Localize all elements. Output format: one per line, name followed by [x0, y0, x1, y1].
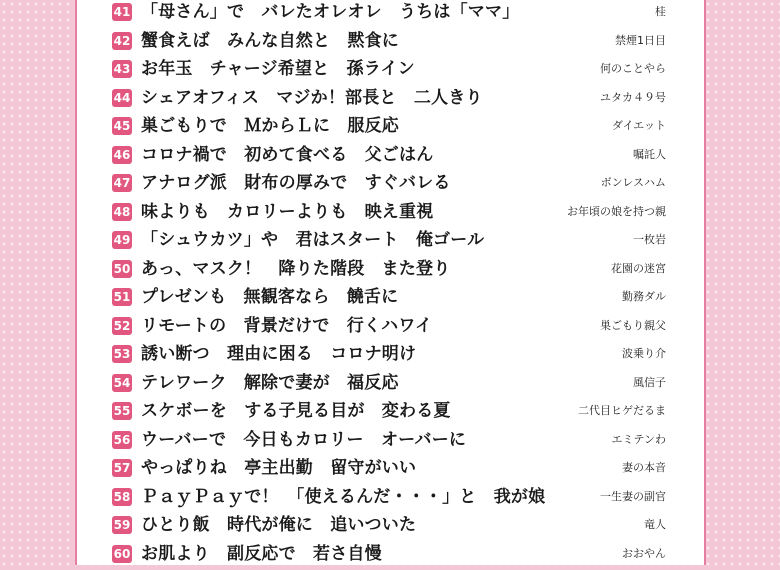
pen-name: 二代目ヒゲだるま	[578, 399, 666, 423]
entry-number-badge: 49	[112, 231, 132, 249]
entry-number-badge: 57	[112, 459, 132, 477]
pen-name: 勤務ダル	[622, 285, 666, 309]
list-item	[77, 342, 704, 371]
senryu-text: スケボーを する子見る目が 変わる夏	[141, 399, 451, 423]
senryu-list-panel	[75, 0, 706, 565]
senryu-text: コロナ禍で 初めて食べる 父ごはん	[141, 143, 433, 167]
list-item	[77, 0, 704, 29]
list-item	[77, 29, 704, 58]
senryu-text: 「シュウカツ」や 君はスタート 俺ゴール	[141, 228, 484, 252]
entry-number-badge: 55	[112, 402, 132, 420]
senryu-text: やっぱりね 亭主出勤 留守がいい	[141, 456, 416, 480]
entry-number-badge: 44	[112, 89, 132, 107]
senryu-text: シェアオフィス マジか！部長と 二人きり	[141, 86, 483, 110]
entry-number-badge: 43	[112, 60, 132, 78]
entry-number-badge: 51	[112, 288, 132, 306]
pen-name: 一生妻の副官	[600, 485, 666, 509]
pen-name: おおやん	[622, 542, 666, 566]
entry-number-badge: 54	[112, 374, 132, 392]
pen-name: 妻の本音	[622, 456, 666, 480]
entry-number-badge: 50	[112, 260, 132, 278]
pen-name: 竜人	[644, 513, 666, 537]
senryu-text: アナログ派 財布の厚みで すぐバレる	[141, 171, 451, 195]
senryu-text: あっ、マスク！ 降りた階段 また登り	[141, 257, 450, 281]
senryu-text: ＰａｙＰａｙで！ 「使えるんだ・・・」と 我が娘	[141, 485, 545, 509]
entry-number-badge: 41	[112, 3, 132, 21]
entry-number-badge: 53	[112, 345, 132, 363]
pen-name: 禁煙1日目	[615, 29, 666, 53]
senryu-text: 巣ごもりで ＭからＬに 服反応	[141, 114, 399, 138]
pen-name: ダイエット	[612, 114, 666, 138]
senryu-text: ウーバーで 今日もカロリー オーバーに	[141, 428, 466, 452]
entry-number-badge: 48	[112, 203, 132, 221]
pen-name: 嘱託人	[633, 143, 666, 167]
senryu-text: 誘い断つ 理由に困る コロナ明け	[141, 342, 416, 366]
list-item	[77, 57, 704, 86]
list-item	[77, 114, 704, 143]
list-item	[77, 513, 704, 542]
list-item	[77, 456, 704, 485]
pen-name: 巣ごもり親父	[600, 314, 666, 338]
pen-name: 何のことやら	[600, 57, 666, 81]
entry-number-badge: 42	[112, 32, 132, 50]
pen-name: 風信子	[633, 371, 666, 395]
pen-name: 波乗り介	[622, 342, 666, 366]
senryu-text: テレワーク 解除で妻が 福反応	[141, 371, 399, 395]
pen-name: ユタカ４９号	[600, 86, 666, 110]
entry-number-badge: 45	[112, 117, 132, 135]
senryu-text: プレゼンも 無観客なら 饒舌に	[141, 285, 398, 309]
senryu-text: ひとり飯 時代が俺に 追いついた	[141, 513, 416, 537]
pen-name: 花園の迷宮	[611, 257, 666, 281]
pen-name: ボンレスハム	[601, 171, 666, 195]
list-item	[77, 257, 704, 286]
entry-number-badge: 47	[112, 174, 132, 192]
entry-number-badge: 59	[112, 516, 132, 534]
pen-name: エミテンわ	[612, 428, 666, 452]
list-item	[77, 171, 704, 200]
entry-number-badge: 46	[112, 146, 132, 164]
senryu-text: 「母さん」で バレたオレオレ うちは「ママ」	[141, 0, 519, 24]
senryu-text: リモートの 背景だけで 行くハワイ	[141, 314, 432, 338]
pen-name: 一枚岩	[633, 228, 666, 252]
senryu-text: 味よりも カロリーよりも 映え重視	[141, 200, 433, 224]
list-item	[77, 143, 704, 172]
entry-number-badge: 58	[112, 488, 132, 506]
list-item	[77, 285, 704, 314]
entry-number-badge: 60	[112, 545, 132, 563]
list-item	[77, 485, 704, 514]
list-item	[77, 399, 704, 428]
senryu-text: 蟹食えば みんな自然と 黙食に	[141, 29, 399, 53]
list-item	[77, 371, 704, 400]
list-item	[77, 228, 704, 257]
entry-number-badge: 56	[112, 431, 132, 449]
list-item	[77, 314, 704, 343]
entry-number-badge: 52	[112, 317, 132, 335]
senryu-text: お年玉 チャージ希望と 孫ライン	[141, 57, 415, 81]
list-item	[77, 542, 704, 570]
pen-name: お年頃の娘を持つ親	[567, 200, 666, 224]
list-item	[77, 86, 704, 115]
senryu-text: お肌より 副反応で 若さ自慢	[141, 542, 382, 566]
list-item	[77, 428, 704, 457]
list-item	[77, 200, 704, 229]
pen-name: 桂	[655, 0, 666, 24]
